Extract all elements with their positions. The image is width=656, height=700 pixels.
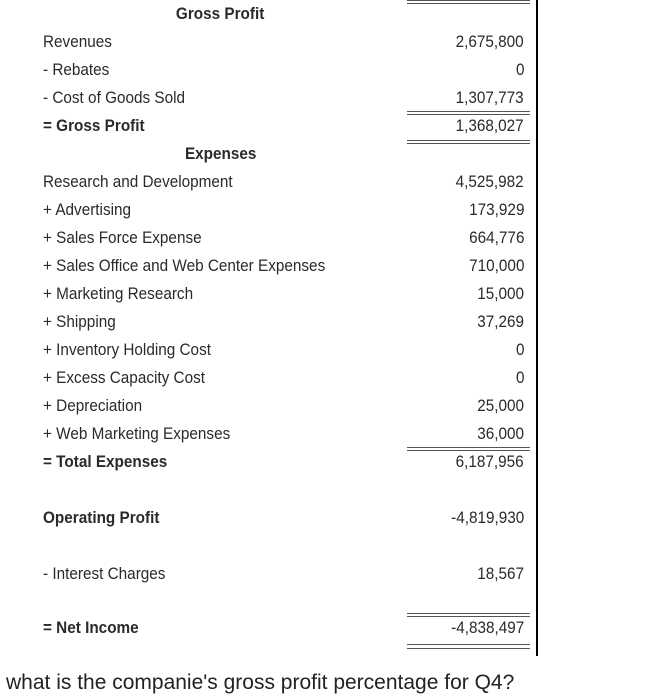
table-row: [0, 198, 530, 222]
row-label: + Excess Capacity Cost: [43, 368, 205, 387]
row-value: 15,000: [477, 284, 524, 303]
row-value: 173,929: [468, 200, 524, 219]
table-row: [0, 30, 530, 54]
row-value: -4,838,497: [450, 618, 524, 637]
row-label: + Inventory Holding Cost: [43, 340, 211, 359]
question-text: what is the companie's gross profit percentage for Q4?: [6, 671, 515, 694]
row-value: 36,000: [477, 424, 524, 443]
row-value: 710,000: [468, 256, 524, 275]
table-row: [0, 254, 530, 278]
table-row: [0, 86, 530, 110]
row-value: 18,567: [477, 564, 524, 583]
row-label: + Sales Office and Web Center Expenses: [43, 256, 326, 275]
table-row: [0, 58, 530, 82]
double-rule: [407, 644, 530, 649]
row-value: 1,307,773: [455, 88, 524, 107]
row-label: + Sales Force Expense: [43, 228, 202, 247]
row-value: 2,675,800: [455, 32, 524, 51]
row-label: Revenues: [43, 32, 112, 51]
row-value: 0: [515, 340, 524, 359]
double-rule: [407, 0, 530, 4]
table-row: [0, 310, 530, 334]
row-value: -4,819,930: [450, 508, 524, 527]
section-heading-gross-profit: Gross Profit: [175, 4, 265, 23]
row-value: 37,269: [477, 312, 524, 331]
operating-profit-row: [0, 506, 530, 530]
row-label: - Rebates: [43, 60, 110, 79]
table-row: [0, 394, 530, 418]
row-label: + Advertising: [43, 200, 132, 219]
row-label: Research and Development: [43, 172, 233, 191]
table-row-total: [0, 450, 530, 474]
row-value: 664,776: [468, 228, 524, 247]
row-label: Operating Profit: [43, 508, 160, 527]
row-label: = Total Expenses: [43, 452, 168, 471]
row-value: 0: [515, 60, 524, 79]
interest-row: [0, 562, 530, 586]
table-row: [0, 226, 530, 250]
table-row: [0, 282, 530, 306]
row-label: + Shipping: [43, 312, 116, 331]
table-row: [0, 170, 530, 194]
row-label: + Depreciation: [43, 396, 143, 415]
row-value: 0: [515, 368, 524, 387]
row-value: 6,187,956: [455, 452, 524, 471]
section-heading-expenses: Expenses: [184, 144, 257, 163]
row-label: - Interest Charges: [43, 564, 166, 583]
row-value: 1,368,027: [455, 116, 524, 135]
row-label: + Marketing Research: [43, 284, 194, 303]
table-row: [0, 366, 530, 390]
table-row: [0, 338, 530, 362]
vertical-border: [536, 0, 538, 656]
row-label: - Cost of Goods Sold: [43, 88, 186, 107]
row-label: = Net Income: [43, 618, 139, 637]
row-value: 4,525,982: [455, 172, 524, 191]
row-value: 25,000: [477, 396, 524, 415]
row-label: + Web Marketing Expenses: [43, 424, 231, 443]
net-income-row: [0, 616, 530, 640]
double-rule: [407, 140, 530, 144]
row-label: = Gross Profit: [43, 116, 145, 135]
table-row-total: [0, 114, 530, 138]
table-row: [0, 422, 530, 446]
